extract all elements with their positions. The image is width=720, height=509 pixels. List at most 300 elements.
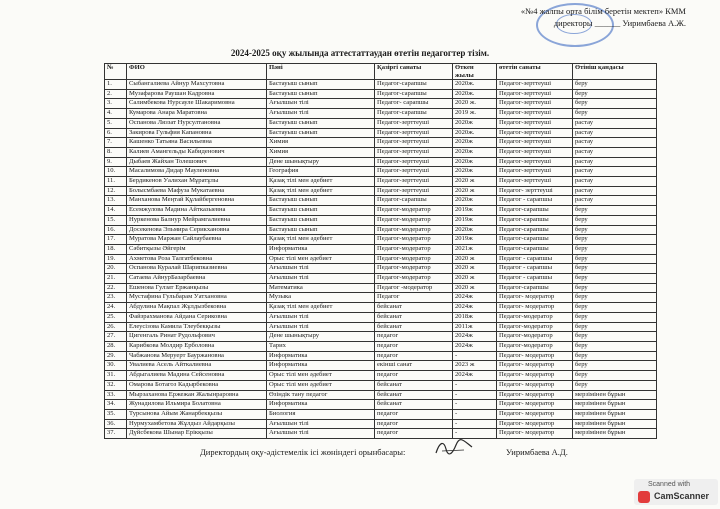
table-row xyxy=(105,225,657,235)
camscanner-watermark xyxy=(634,479,718,505)
cell-year: 2020 ж xyxy=(453,274,497,284)
cell-fio: Чабжанова Меруерт Бауржановна xyxy=(127,351,267,361)
header-director: директоры ______ Уиримбаева А.Ж. xyxy=(553,18,686,28)
cell-application: беру xyxy=(573,244,657,254)
cell-target-category: Педагог - сарапшы xyxy=(497,196,573,206)
cell-current-category: педагог xyxy=(375,351,453,361)
cell-year: 2018ж xyxy=(453,312,497,322)
cell-number: 9. xyxy=(105,157,127,167)
cell-current-category: Педагог-зерттеуші xyxy=(375,157,453,167)
cell-number: 28. xyxy=(105,341,127,351)
cell-subject: Бастауыш сынып xyxy=(267,89,375,99)
cell-current-category: Педагог-модератор xyxy=(375,206,453,216)
cell-subject: Информатика xyxy=(267,400,375,410)
cell-number: 17. xyxy=(105,235,127,245)
cell-current-category: бейсанат xyxy=(375,312,453,322)
watermark-line2: CamScanner xyxy=(654,491,710,501)
cell-target-category: Педагог - сарапшы xyxy=(497,254,573,264)
table-row xyxy=(105,99,657,109)
cell-target-category: Педагог- модератор xyxy=(497,351,573,361)
cell-year: 2020ж xyxy=(453,118,497,128)
cell-subject: Химия xyxy=(267,138,375,148)
cell-subject: Музыка xyxy=(267,293,375,303)
table-row xyxy=(105,390,657,400)
camscanner-logo-icon xyxy=(638,491,650,503)
cell-number: 4. xyxy=(105,109,127,119)
table-row xyxy=(105,128,657,138)
cell-year: 2024ж xyxy=(453,332,497,342)
table-row xyxy=(105,80,657,90)
cell-fio: Кашенко Татьяна Васильевна xyxy=(127,138,267,148)
cell-year: - xyxy=(453,409,497,419)
col-header-number: № xyxy=(105,64,127,80)
cell-application: беру xyxy=(573,89,657,99)
cell-current-category: бейсанат xyxy=(375,390,453,400)
table-row xyxy=(105,206,657,216)
table-row xyxy=(105,322,657,332)
cell-current-category: екінші санат xyxy=(375,361,453,371)
cell-fio: Досекенова Эльмира Серикхановна xyxy=(127,225,267,235)
cell-year: 2020ж xyxy=(453,147,497,157)
cell-fio: Нуркенова Балнур Мейрамгалиевна xyxy=(127,215,267,225)
table-row xyxy=(105,332,657,342)
cell-current-category: Педагог -модератор xyxy=(375,283,453,293)
cell-subject: Биология xyxy=(267,409,375,419)
cell-number: 25. xyxy=(105,312,127,322)
cell-number: 1. xyxy=(105,80,127,90)
cell-target-category: Педагог- модератор xyxy=(497,361,573,371)
cell-target-category: Педагог-сарапшы xyxy=(497,206,573,216)
cell-current-category: бейсанат xyxy=(375,303,453,313)
cell-number: 19. xyxy=(105,254,127,264)
cell-target-category: Педагог-модератор xyxy=(497,312,573,322)
cell-number: 27. xyxy=(105,332,127,342)
cell-fio: Закирова Гульфия Капановна xyxy=(127,128,267,138)
col-header-fio: ФИО xyxy=(127,64,267,80)
cell-year: 2020 ж xyxy=(453,264,497,274)
cell-subject: Тарих xyxy=(267,341,375,351)
cell-application: мерзімінен бұрын xyxy=(573,390,657,400)
cell-year: 2020ж xyxy=(453,225,497,235)
cell-fio: Бердикенов Уалихан Мұратұлы xyxy=(127,177,267,187)
cell-target-category: Педагог- модератор xyxy=(497,419,573,429)
cell-fio: Цигенгаль Ринат Рудольфович xyxy=(127,332,267,342)
cell-year: 2019 ж. xyxy=(453,109,497,119)
cell-target-category: Педагог-зерттеуші xyxy=(497,80,573,90)
cell-number: 30. xyxy=(105,361,127,371)
cell-target-category: Педагог-сарапшы xyxy=(497,244,573,254)
cell-year: 2020ж xyxy=(453,157,497,167)
cell-number: 22. xyxy=(105,283,127,293)
cell-application: беру xyxy=(573,303,657,313)
cell-subject: Қазақ тілі мен әдебиет xyxy=(267,235,375,245)
cell-application: мерзімінен бұрын xyxy=(573,409,657,419)
cell-number: 36. xyxy=(105,419,127,429)
cell-application: беру xyxy=(573,264,657,274)
cell-current-category: бейсанат xyxy=(375,400,453,410)
cell-application: беру xyxy=(573,351,657,361)
table-row xyxy=(105,138,657,148)
cell-number: 8. xyxy=(105,147,127,157)
cell-subject: Орыс тілі мен әдебиет xyxy=(267,254,375,264)
cell-application: беру xyxy=(573,274,657,284)
cell-target-category: Педагог- модератор xyxy=(497,380,573,390)
cell-fio: Ешенова Гулзат Ержанқызы xyxy=(127,283,267,293)
cell-fio: Елеусізова Камила Тлеубекқызы xyxy=(127,322,267,332)
cell-subject: Ағылшын тілі xyxy=(267,419,375,429)
table-row xyxy=(105,409,657,419)
cell-number: 14. xyxy=(105,206,127,216)
cell-number: 31. xyxy=(105,371,127,381)
footer-name: Уиримбаева А.Д. xyxy=(506,447,568,457)
cell-number: 12. xyxy=(105,186,127,196)
cell-number: 33. xyxy=(105,390,127,400)
table-row xyxy=(105,312,657,322)
cell-target-category: Педагог-зерттеуші xyxy=(497,157,573,167)
cell-application: беру xyxy=(573,254,657,264)
cell-subject: Математика xyxy=(267,283,375,293)
cell-subject: Бастауыш сынып xyxy=(267,206,375,216)
cell-year: 2024ж xyxy=(453,293,497,303)
cell-fio: Омарова Ботагоз Кадырбековна xyxy=(127,380,267,390)
cell-current-category: Педагог-сарапшы xyxy=(375,89,453,99)
cell-application: беру xyxy=(573,371,657,381)
cell-current-category: педагог xyxy=(375,371,453,381)
table-body xyxy=(105,80,657,439)
cell-application: беру xyxy=(573,80,657,90)
cell-application: беру xyxy=(573,283,657,293)
cell-target-category: Педагог- модератор xyxy=(497,293,573,303)
cell-subject: Дене шынықтыру xyxy=(267,157,375,167)
table-row xyxy=(105,254,657,264)
cell-number: 29. xyxy=(105,351,127,361)
cell-fio: Сыбангалиева Айнур Махсутовна xyxy=(127,80,267,90)
cell-application: растау xyxy=(573,138,657,148)
cell-fio: Салимбекова Нурсауле Шакаримовна xyxy=(127,99,267,109)
cell-fio: Мустафина Гульбарам Уатхановна xyxy=(127,293,267,303)
col-header-current-category: Қазіргі санаты xyxy=(375,64,453,80)
cell-fio: Абдыгалиева Мадина Сейсеновна xyxy=(127,371,267,381)
cell-target-category: Педагог - сарапшы xyxy=(497,274,573,284)
table-row xyxy=(105,235,657,245)
cell-current-category: Педагог-сарапшы xyxy=(375,196,453,206)
cell-fio: Сәбитқызы Әйгерім xyxy=(127,244,267,254)
cell-application: беру xyxy=(573,99,657,109)
cell-current-category: Педагог-модератор xyxy=(375,235,453,245)
cell-target-category: Педагог-зерттеуші xyxy=(497,177,573,187)
cell-application: беру xyxy=(573,361,657,371)
cell-application: растау xyxy=(573,147,657,157)
cell-application: беру xyxy=(573,215,657,225)
cell-number: 3. xyxy=(105,99,127,109)
cell-year: 2024ж xyxy=(453,303,497,313)
cell-current-category: бейсанат xyxy=(375,322,453,332)
cell-year: 2020 ж xyxy=(453,186,497,196)
cell-current-category: Педагог xyxy=(375,293,453,303)
cell-application: беру xyxy=(573,109,657,119)
cell-year: 2020 ж xyxy=(453,283,497,293)
cell-target-category: Педагог-зерттеуші xyxy=(497,89,573,99)
cell-application: мерзімінен бұрын xyxy=(573,429,657,439)
cell-subject: Ағылшын тілі xyxy=(267,312,375,322)
table-row xyxy=(105,429,657,439)
cell-current-category: педагог xyxy=(375,332,453,342)
cell-year: 2020ж xyxy=(453,167,497,177)
cell-number: 20. xyxy=(105,264,127,274)
cell-number: 2. xyxy=(105,89,127,99)
cell-number: 18. xyxy=(105,244,127,254)
cell-target-category: Педагог-зерттеуші xyxy=(497,118,573,128)
cell-fio: Есемжулова Мадина Айтказыевна xyxy=(127,206,267,216)
table-row xyxy=(105,303,657,313)
cell-application: растау xyxy=(573,157,657,167)
cell-current-category: педагог xyxy=(375,419,453,429)
cell-application: растау xyxy=(573,167,657,177)
table-row xyxy=(105,177,657,187)
cell-subject: Бастауыш сынып xyxy=(267,196,375,206)
cell-current-category: бейсанат xyxy=(375,380,453,390)
cell-subject: Ағылшын тілі xyxy=(267,99,375,109)
cell-number: 32. xyxy=(105,380,127,390)
table-row xyxy=(105,244,657,254)
cell-target-category: Педагог- модератор xyxy=(497,409,573,419)
cell-target-category: Педагог - сарапшы xyxy=(497,264,573,274)
cell-target-category: Педагог-модератор xyxy=(497,322,573,332)
cell-target-category: Педагог-зерттеуші xyxy=(497,109,573,119)
cell-year: 2020 ж xyxy=(453,254,497,264)
cell-target-category: Педагог-зерттеуші xyxy=(497,167,573,177)
cell-number: 23. xyxy=(105,293,127,303)
cell-year: 2023 ж xyxy=(453,361,497,371)
cell-year: - xyxy=(453,351,497,361)
cell-application: беру xyxy=(573,293,657,303)
cell-application: беру xyxy=(573,332,657,342)
cell-subject: Ағылшын тілі xyxy=(267,109,375,119)
table-row xyxy=(105,186,657,196)
header-school-name: «№4 жалпы орта білім беретін мектеп» КММ xyxy=(520,6,686,16)
cell-subject: Информатика xyxy=(267,351,375,361)
cell-current-category: Педагог-зерттеуші xyxy=(375,167,453,177)
table-row xyxy=(105,380,657,390)
cell-application: беру xyxy=(573,225,657,235)
cell-current-category: Педагог-модератор xyxy=(375,225,453,235)
cell-current-category: Педагог-модератор xyxy=(375,244,453,254)
cell-current-category: Педагог-сарапшы xyxy=(375,80,453,90)
cell-application: беру xyxy=(573,341,657,351)
cell-current-category: педагог xyxy=(375,341,453,351)
cell-fio: Болысмбаева Мафуза Мукатаевна xyxy=(127,186,267,196)
table-row xyxy=(105,167,657,177)
cell-number: 6. xyxy=(105,128,127,138)
cell-year: 2020ж. xyxy=(453,128,497,138)
footer-position: Директордың оқу-әдістемелік ісі жөніндегі орынбасары: xyxy=(200,447,406,457)
cell-target-category: Педагог-модератор xyxy=(497,341,573,351)
col-header-target-category: өтетін санаты xyxy=(497,64,573,80)
cell-number: 21. xyxy=(105,274,127,284)
cell-application: мерзімінен бұрын xyxy=(573,400,657,410)
cell-target-category: Педагог-сарапшы xyxy=(497,215,573,225)
cell-current-category: Педагог-модератор xyxy=(375,264,453,274)
document-title: 2024-2025 оқу жылында аттестаттаудан өтетін педагогтер тізім. xyxy=(230,48,490,58)
cell-fio: Жунадилова Ильмира Болатовна xyxy=(127,400,267,410)
cell-subject: Қазақ тілі мен әдебиет xyxy=(267,303,375,313)
cell-year: 2024ж xyxy=(453,341,497,351)
cell-number: 11. xyxy=(105,177,127,187)
cell-fio: Калиев Амангельды Кабиденович xyxy=(127,147,267,157)
cell-target-category: Педагог- модератор xyxy=(497,400,573,410)
cell-year: 2020 ж. xyxy=(453,99,497,109)
cell-subject: Ағылшын тілі xyxy=(267,322,375,332)
cell-year: 2024ж xyxy=(453,371,497,381)
table-row xyxy=(105,283,657,293)
cell-subject: Химия xyxy=(267,147,375,157)
cell-subject: Ағылшын тілі xyxy=(267,274,375,284)
cell-number: 5. xyxy=(105,118,127,128)
cell-number: 7. xyxy=(105,138,127,148)
cell-subject: Дене шынықтыру xyxy=(267,332,375,342)
cell-fio: Сатаева АйнурБазарбаевна xyxy=(127,274,267,284)
cell-application: беру xyxy=(573,380,657,390)
cell-current-category: Педагог-зерттеуші xyxy=(375,177,453,187)
cell-subject: Информатика xyxy=(267,244,375,254)
cell-fio: Турсынова Айым Жанарбекқызы xyxy=(127,409,267,419)
table-row xyxy=(105,371,657,381)
cell-fio: Карибкова Молдир Ерболовна xyxy=(127,341,267,351)
cell-year: - xyxy=(453,419,497,429)
cell-number: 35. xyxy=(105,409,127,419)
cell-number: 16. xyxy=(105,225,127,235)
cell-subject: Қазақ тілі мен әдебиет xyxy=(267,177,375,187)
cell-target-category: Педагог-зерттеуші xyxy=(497,128,573,138)
table-row xyxy=(105,157,657,167)
cell-year: - xyxy=(453,400,497,410)
cell-current-category: Педагог-модератор xyxy=(375,254,453,264)
cell-year: 2019ж xyxy=(453,235,497,245)
cell-application: беру xyxy=(573,206,657,216)
cell-year: - xyxy=(453,380,497,390)
cell-current-category: Педагог-зерттеуші xyxy=(375,147,453,157)
cell-year: 2019ж xyxy=(453,206,497,216)
cell-fio: Масалимова Дидар Мауленовна xyxy=(127,167,267,177)
cell-application: беру xyxy=(573,235,657,245)
cell-year: 2021ж xyxy=(453,244,497,254)
cell-subject: Бастауыш сынып xyxy=(267,128,375,138)
cell-fio: Музафарова Раушан Кадровна xyxy=(127,89,267,99)
table-row xyxy=(105,215,657,225)
cell-subject: Орыс тілі мен әдебиет xyxy=(267,380,375,390)
table-row xyxy=(105,351,657,361)
col-header-subject: Пәні xyxy=(267,64,375,80)
cell-fio: Дүйсбекова Шынар Ерікқызы xyxy=(127,429,267,439)
watermark-line1: Scanned with xyxy=(648,481,691,488)
cell-fio: Ахметова Роза Талгатбековна xyxy=(127,254,267,264)
cell-subject: Информатика xyxy=(267,361,375,371)
cell-subject: Бастауыш сынып xyxy=(267,225,375,235)
cell-target-category: Педагог-зерттеуші xyxy=(497,147,573,157)
cell-number: 15. xyxy=(105,215,127,225)
cell-fio: Файзрахманова Айдана Сериковна xyxy=(127,312,267,322)
cell-application: растау xyxy=(573,196,657,206)
table-row xyxy=(105,196,657,206)
cell-fio: Кумарова Анара Маратовна xyxy=(127,109,267,119)
cell-application: растау xyxy=(573,177,657,187)
cell-application: растау xyxy=(573,128,657,138)
cell-fio: Муратова Маржан Сайлаубаевна xyxy=(127,235,267,245)
col-header-year: Өткен жылы xyxy=(453,64,497,80)
cell-target-category: Педагог- модератор xyxy=(497,429,573,439)
table-row xyxy=(105,274,657,284)
cell-subject: Өзіндік тану педагог xyxy=(267,390,375,400)
cell-current-category: Педагог-сарапшы xyxy=(375,109,453,119)
cell-year: 2020ж xyxy=(453,138,497,148)
cell-current-category: Педагог-модератор xyxy=(375,215,453,225)
cell-current-category: Педагог-зерттеуші xyxy=(375,128,453,138)
cell-year: - xyxy=(453,390,497,400)
cell-subject: Бастауыш сынып xyxy=(267,215,375,225)
cell-current-category: Педагог-зерттеуші xyxy=(375,118,453,128)
table-row xyxy=(105,147,657,157)
cell-target-category: Педагог-зерттеуші xyxy=(497,99,573,109)
cell-year: 2011ж xyxy=(453,322,497,332)
cell-current-category: Педагог- сарапшы xyxy=(375,99,453,109)
cell-fio: Манханова Меңтай Құлайбергеновна xyxy=(127,196,267,206)
table-row xyxy=(105,109,657,119)
cell-year: 2020ж. xyxy=(453,80,497,90)
table-row xyxy=(105,400,657,410)
cell-target-category: Педагог-зерттеуші xyxy=(497,138,573,148)
cell-target-category: Педагог-сарапшы xyxy=(497,235,573,245)
cell-year: 2020ж xyxy=(453,196,497,206)
teachers-table xyxy=(104,63,657,439)
cell-target-category: Педагог-сарапшы xyxy=(497,283,573,293)
cell-fio: Увалиева Асель Айткалиевна xyxy=(127,361,267,371)
cell-application: растау xyxy=(573,118,657,128)
cell-current-category: Педагог-зерттеуші xyxy=(375,138,453,148)
cell-current-category: педагог xyxy=(375,409,453,419)
cell-target-category: Педагог- модератор xyxy=(497,303,573,313)
cell-subject: Ағылшын тілі xyxy=(267,264,375,274)
cell-current-category: Педагог-зерттеуші xyxy=(375,186,453,196)
cell-fio: Мырзаханова Ержежан Жалынраровна xyxy=(127,390,267,400)
cell-year: 2020ж. xyxy=(453,89,497,99)
cell-number: 34. xyxy=(105,400,127,410)
cell-number: 24. xyxy=(105,303,127,313)
cell-target-category: Педагог- модератор xyxy=(497,390,573,400)
table-row xyxy=(105,89,657,99)
cell-target-category: Педагог- зерттеуші xyxy=(497,186,573,196)
cell-application: растау xyxy=(573,186,657,196)
cell-year: - xyxy=(453,429,497,439)
cell-subject: Бастауыш сынып xyxy=(267,80,375,90)
cell-target-category: Педагог-сарапшы xyxy=(497,225,573,235)
table-row xyxy=(105,264,657,274)
table-row xyxy=(105,419,657,429)
cell-number: 37. xyxy=(105,429,127,439)
table-row xyxy=(105,361,657,371)
cell-subject: Қазақ тілі мен әдебиет xyxy=(267,186,375,196)
signature xyxy=(434,439,474,457)
cell-subject: География xyxy=(267,167,375,177)
cell-fio: Оспанова Ляззат Нурсултановна xyxy=(127,118,267,128)
cell-fio: Нурмухамбетова Жұлдыз Айдарқызы xyxy=(127,419,267,429)
cell-subject: Ағылшын тілі xyxy=(267,429,375,439)
cell-year: 2019ж xyxy=(453,215,497,225)
cell-number: 10. xyxy=(105,167,127,177)
cell-fio: Дыбаев Жайхан Толешович xyxy=(127,157,267,167)
cell-fio: Оспанова Куралай Шарипказиевна xyxy=(127,264,267,274)
cell-number: 13. xyxy=(105,196,127,206)
table-row xyxy=(105,341,657,351)
